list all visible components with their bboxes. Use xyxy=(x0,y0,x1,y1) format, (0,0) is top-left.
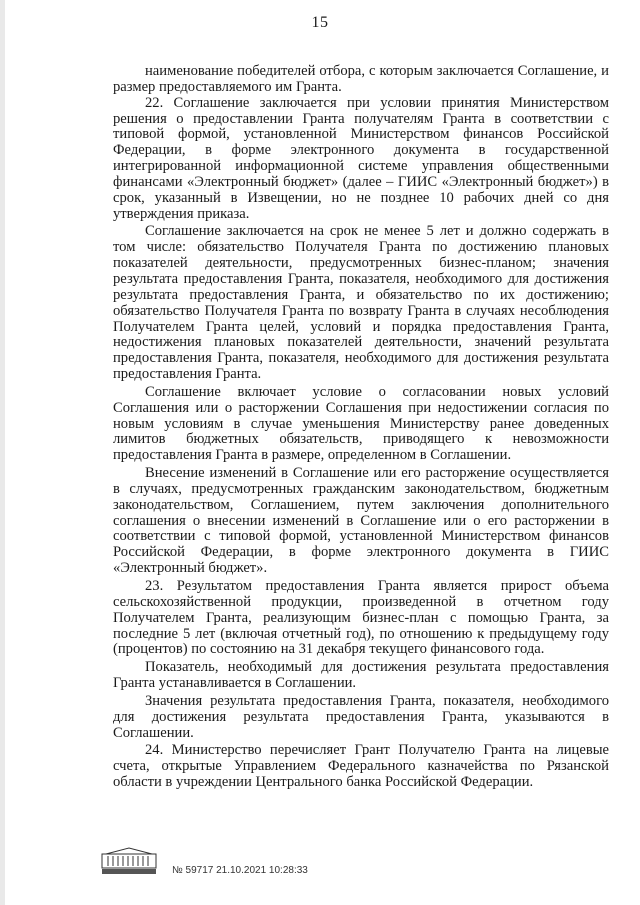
paragraph-indicator: Показатель, необходимый для достижения результата предоставления Гранта устанавливается в Соглашении. xyxy=(113,659,609,692)
document-body xyxy=(113,64,609,791)
scan-edge xyxy=(0,0,5,905)
paragraph-24: 24. Министерство перечисляет Грант Получателю Гранта на лицевые счета, открытые Управлением Федерального казначейства по Рязанской области в учреждении Центрального банка Российской Федерации. xyxy=(113,742,609,791)
paragraph-continuation: наименование победителей отбора, с которым заключается Соглашение, и размер предоставляемого им Гранта. xyxy=(113,63,609,95)
paragraph-agreement-term: Соглашение заключается на срок не менее 5 лет и должно содержать в том числе: обязательство Получателя Гранта по достижению плановых показателей деятельности, предусмотренных бизнес-планом; значения результата предоставления Гранта, показателя, необходимого для достижения результата предоставления Гранта, и обязательство по их достижению; обязательство Получателя Гранта по возврату Гранта в случаях несоблюдения Получателем Гранта целей, условий и порядка предоставления Гранта, недостижения плановых показателей деятельности, значений результата предоставления Гранта, показателя, необходимого для достижения результата предоставления Гранта. xyxy=(113,223,609,383)
page-number: 15 xyxy=(311,14,329,31)
paragraph-amendments: Внесение изменений в Соглашение или его расторжение осуществляется в случаях, предусмотренных гражданским законодательством, бюджетным законодательством, Соглашением, путем заключения дополнительного соглашения о внесении изменений в Соглашение или о его расторжении в соответствии с типовой формой, установленной Министерством финансов Российской Федерации, в форме электронного документа в ГИИС «Электронный бюджет». xyxy=(113,465,609,577)
paragraph-values: Значения результата предоставления Гранта, показателя, необходимого для достижения результата предоставления Гранта, указываются в Соглашении. xyxy=(113,692,609,741)
paragraph-22: 22. Соглашение заключается при условии принятия Министерством решения о предоставлении Гранта получателям Гранта в соответствии с типовой формой, установленной Министерством финансов Российской Федерации, в форме электронного документа в государственной интегрированной информационной системе управления общественными финансами «Электронный бюджет» (далее – ГИИС «Электронный бюджет») в срок, указанный в Извещении, но не позднее 10 рабочих дней со дня утверждения приказа. xyxy=(113,94,609,222)
paragraph-23: 23. Результатом предоставления Гранта является прирост объема сельскохозяйственной продукции, произведенной в отчетном году Получателем Гранта, реализующим бизнес-план с помощью Гранта, за последние 5 лет (включая отчетный год), по отношению к предыдущему году (процентов) по состоянию на 31 декабря текущего финансового года. xyxy=(113,578,609,658)
registration-stamp: № 59717 21.10.2021 10:28:33 xyxy=(172,865,308,876)
paragraph-agreement-conditions: Соглашение включает условие о согласовании новых условий Соглашения или о расторжении Соглашения при недостижении согласия по новым условиям в случае уменьшения Министерству ранее доведенных лимитов бюджетных обязательств, приводящего к невозможности предоставления Гранта в размере, определенном в Соглашении. xyxy=(113,383,609,464)
electronic-document-logo xyxy=(100,846,158,876)
